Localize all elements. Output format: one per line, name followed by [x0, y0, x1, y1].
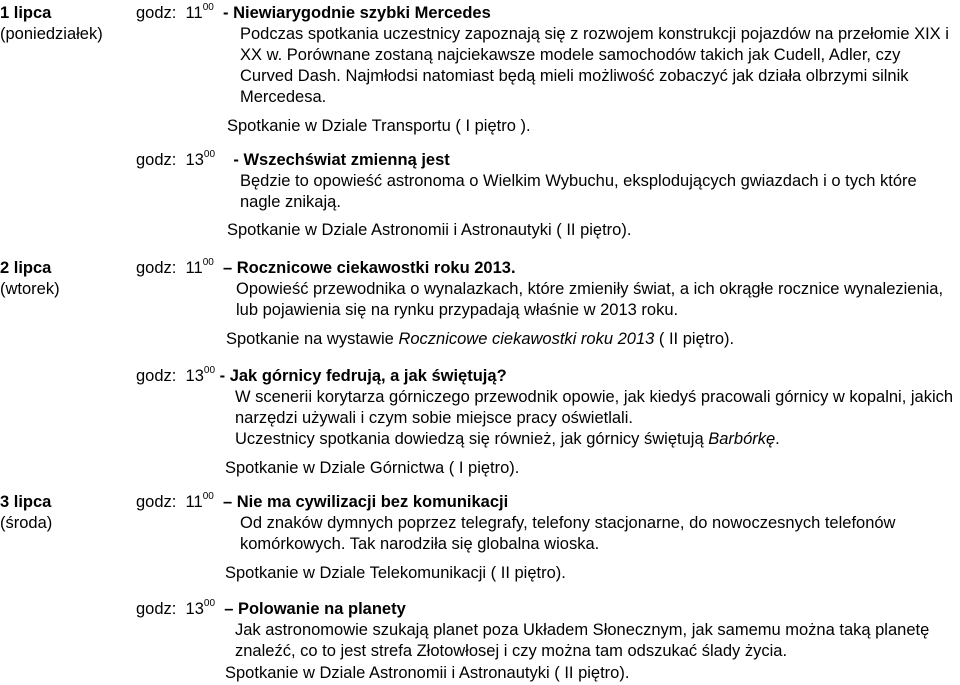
event-description-2: Uczestnicy spotkania dowiedzą się również, jak górnicy świętują Barbórkę.	[235, 430, 780, 448]
event-6	[136, 599, 956, 684]
event-time: godz: $11^{00}$	[136, 256, 214, 277]
event-venue: Spotkanie w Dziale Astronomii i Astronautyki ( II piętro).	[227, 221, 632, 239]
event-header	[136, 258, 956, 279]
event-header	[136, 492, 956, 513]
event-venue: Spotkanie w Dziale Astronomii i Astronautyki ( II piętro).	[225, 664, 630, 682]
event-description: Podczas spotkania uczestnicy zapoznają się z rozwojem konstrukcji pojazdów na przełomie XIX i XX w. Porównane zostaną najciekawsze modele samochodów takich jak Cudell, Adler, czy Curved Dash. Najmłodsi natomiast będą mieli możliwość zobaczyć jak działa olbrzymi silnik Mercedesa.	[240, 25, 949, 106]
day-name: 3 lipca	[0, 493, 52, 511]
event-description: Opowieść przewodnika o wynalazkach, które zmieniły świat, a ich okrągłe rocznice wynalezienia, lub pojawienia się na rynku przypadają właśnie w 2013 roku.	[236, 280, 944, 319]
day-weekday: (poniedziałek)	[0, 25, 103, 43]
event-title: – Rocznicowe ciekawostki roku 2013.	[222, 259, 516, 277]
event-header	[136, 150, 956, 171]
event-5	[136, 492, 956, 584]
event-header	[136, 366, 956, 387]
event-1	[136, 3, 956, 137]
event-title: - Niewiarygodnie szybki Mercedes	[222, 4, 491, 22]
event-title: – Nie ma cywilizacji bez komunikacji	[222, 493, 509, 511]
day-label-3	[0, 492, 125, 534]
event-header	[136, 3, 956, 24]
event-title: – Polowanie na planety	[224, 600, 406, 618]
event-time: godz: $13^{00}$	[136, 597, 216, 618]
day-label-1	[0, 3, 125, 45]
day-name: 2 lipca	[0, 259, 52, 277]
event-time: godz: $11^{00}$	[136, 1, 214, 22]
event-description: Od znaków dymnych poprzez telegrafy, telefony stacjonarne, do nowoczesnych telefonów komórkowych. Tak narodziła się globalna wioska.	[240, 514, 896, 553]
event-description: Będzie to opowieść astronoma o Wielkim Wybuchu, eksplodujących gwiazdach i o tych które nagle znikają.	[240, 172, 917, 211]
event-3	[136, 258, 956, 350]
event-title: - Wszechświat zmienną jest	[233, 151, 450, 169]
day-label-2	[0, 258, 125, 300]
event-description: Jak astronomowie szukają planet poza Układem Słonecznym, jak samemu można taką planetę znaleźć, co to jest strefa Złotowłosej i czy można tam odszukać ślady życia.	[235, 621, 930, 660]
event-time: godz: $11^{00}$	[136, 490, 214, 511]
event-header	[136, 599, 956, 620]
event-description: W scenerii korytarza górniczego przewodnik opowie, jak kiedyś pracowali górnicy w kopalni, jakich narzędzi używali i czym sobie miejsce pracy oświetlali.	[235, 388, 954, 427]
event-2	[136, 150, 956, 241]
event-venue: Spotkanie w Dziale Transportu ( I piętro ).	[227, 117, 531, 135]
day-weekday: (środa)	[0, 514, 53, 532]
event-4	[136, 366, 956, 479]
event-venue: Spotkanie w Dziale Górnictwa ( I piętro).	[225, 459, 520, 477]
event-title: - Jak górnicy fedrują, a jak świętują?	[219, 367, 507, 385]
event-time: godz: $13^{00}$	[136, 364, 216, 385]
event-time: godz: $13^{00}$	[136, 148, 216, 169]
event-venue: Spotkanie w Dziale Telekomunikacji ( II piętro).	[225, 564, 566, 582]
day-name: 1 lipca	[0, 4, 52, 22]
day-weekday: (wtorek)	[0, 280, 60, 298]
event-venue: Spotkanie na wystawie Rocznicowe ciekawostki roku 2013 ( II piętro).	[226, 330, 735, 348]
